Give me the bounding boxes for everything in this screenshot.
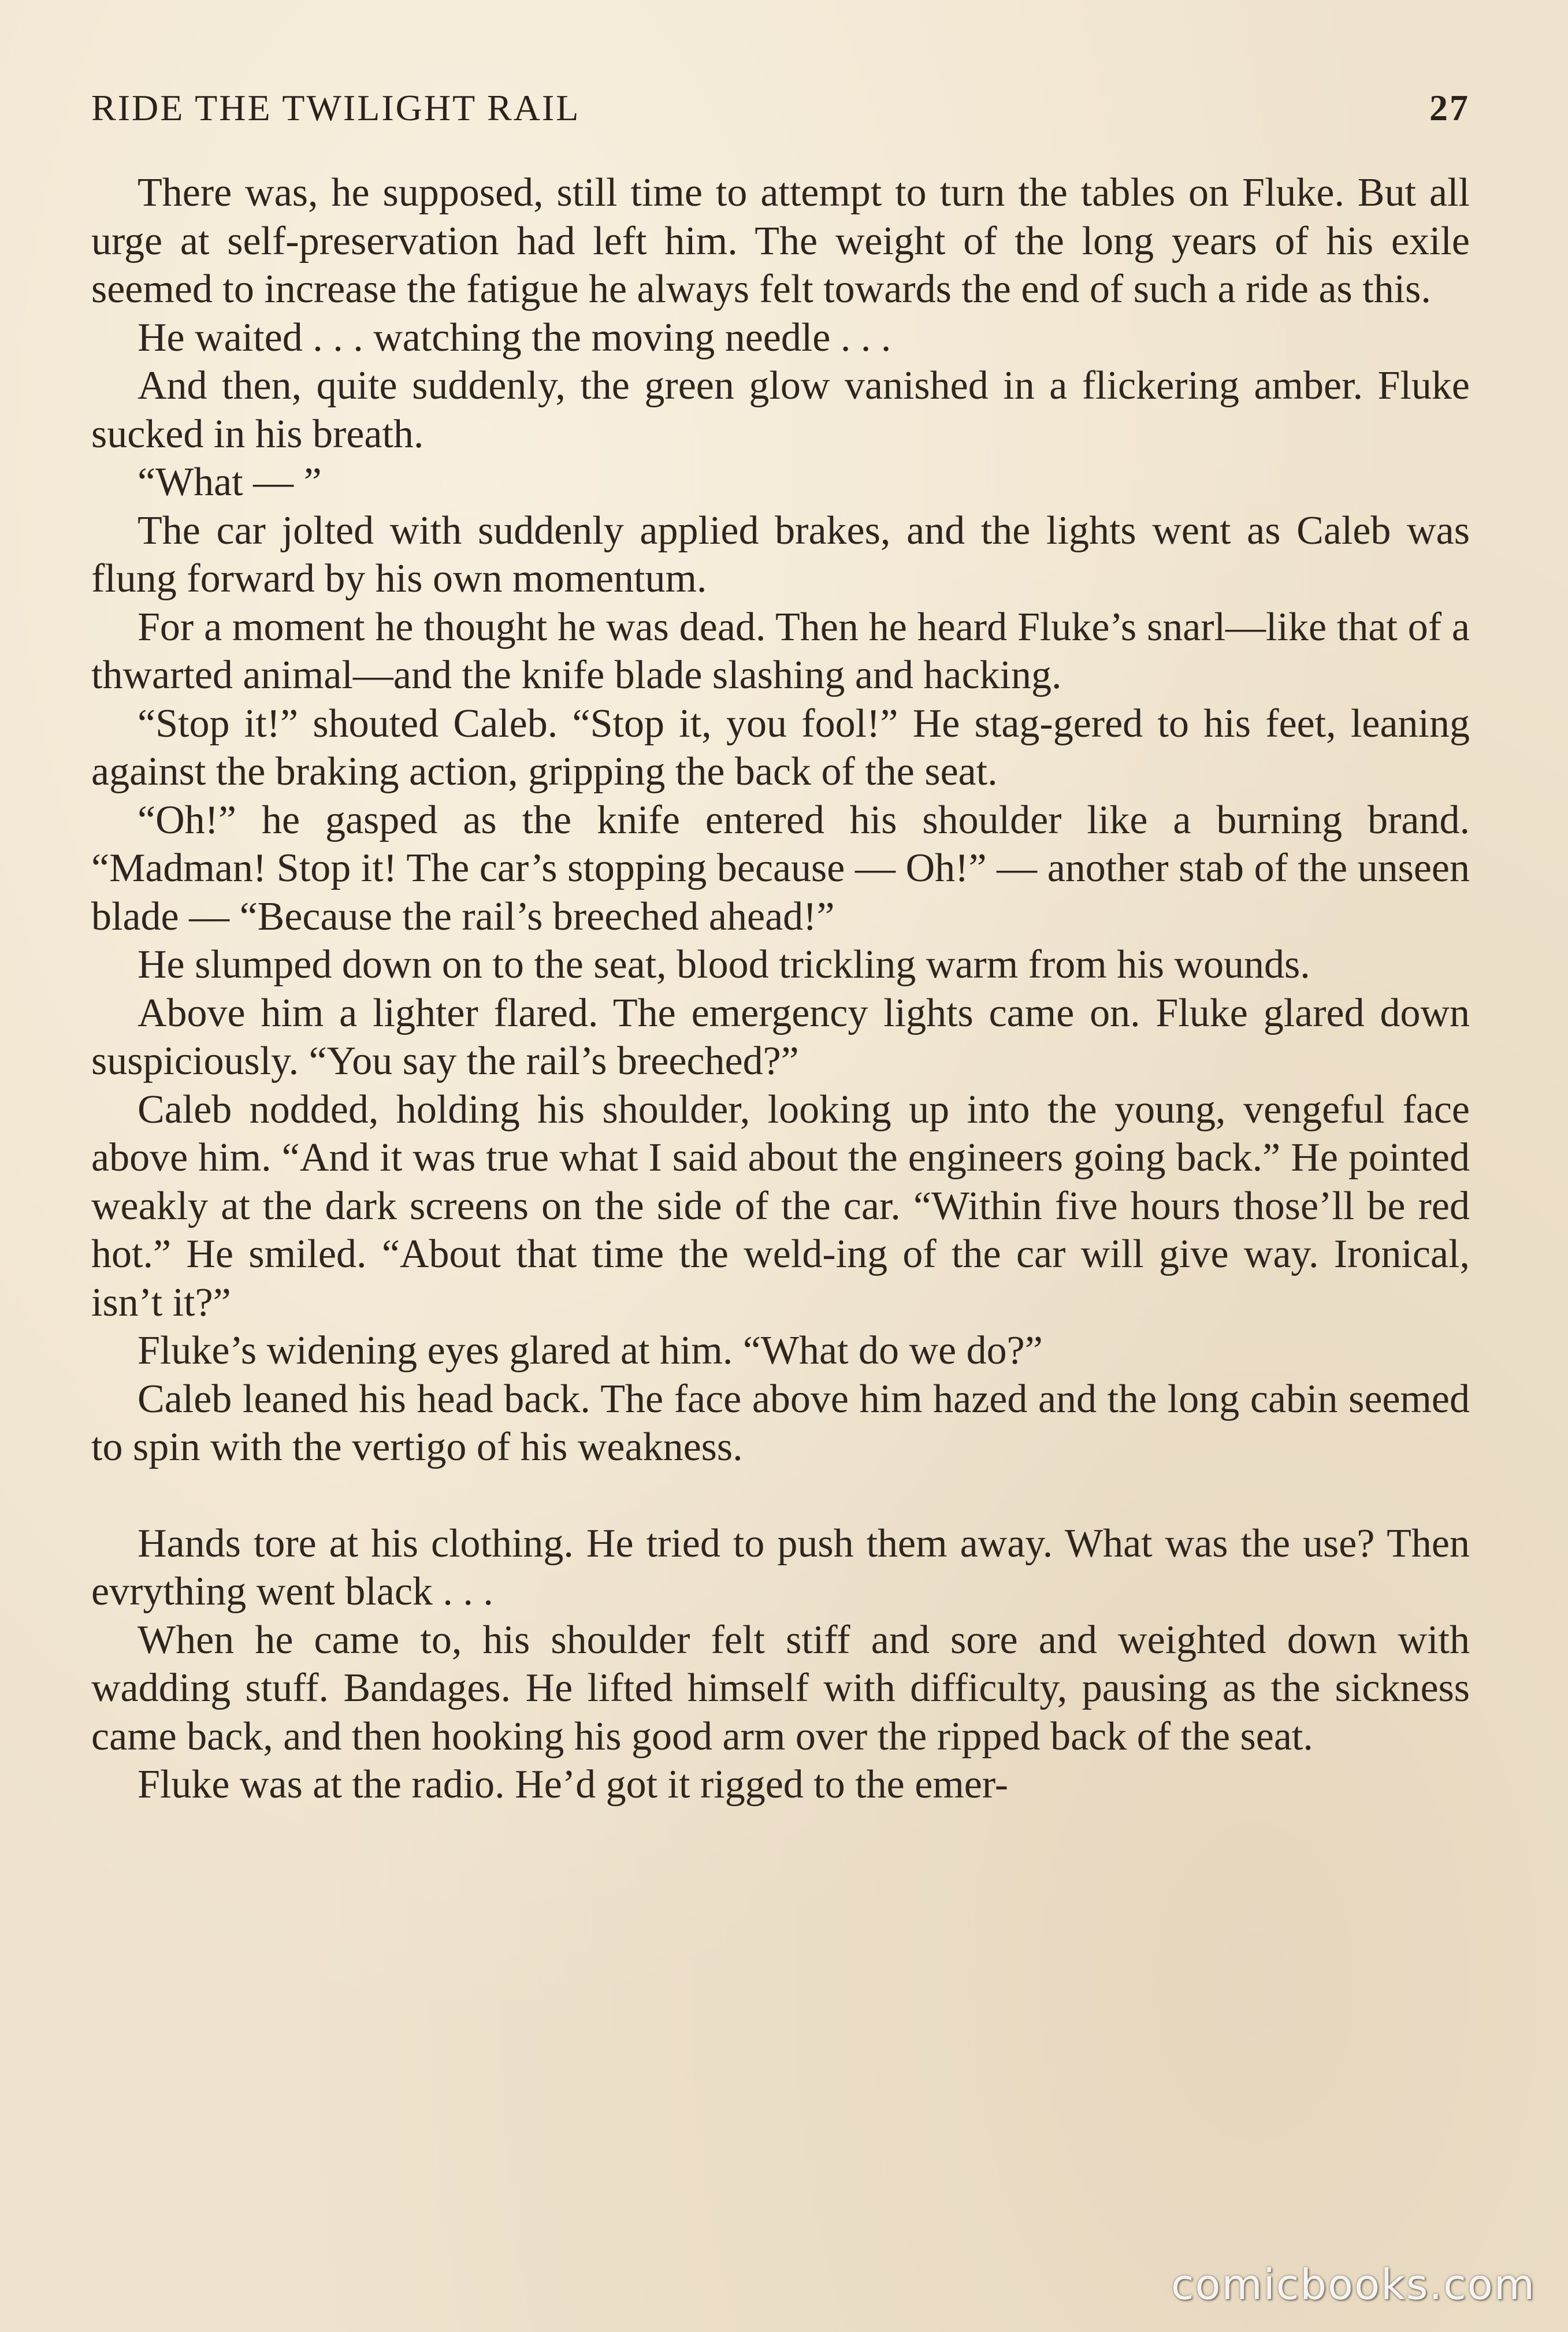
- paragraph: The car jolted with suddenly applied brakes, and the lights went as Caleb was flung forward by his own momentum.: [91, 508, 1470, 601]
- watermark: comicbooks.com: [1171, 2260, 1536, 2309]
- paragraph: Fluke was at the radio. He’d got it rigged to the emer-: [138, 1762, 1009, 1807]
- body-text: [91, 169, 1470, 1809]
- paragraph: And then, quite suddenly, the green glow vanished in a flickering amber. Fluke sucked in his breath.: [91, 363, 1470, 456]
- paragraph: Above him a lighter flared. The emergency lights came on. Fluke glared down suspiciously. “You say the rail’s breeched?”: [91, 990, 1470, 1083]
- paragraph: Caleb leaned his head back. The face above him hazed and the long cabin seemed to spin with the vertigo of his weakness.: [91, 1376, 1470, 1469]
- section-break: [91, 1472, 1470, 1520]
- paragraph: When he came to, his shoulder felt stiff and sore and weighted down with wadding stuff. Bandages. He lifted himself with difficulty, pausing as the sickness came back, and then hooking his good arm over the ripped back of the seat.: [91, 1617, 1470, 1759]
- paragraph: For a moment he thought he was dead. Then he heard Fluke’s snarl—like that of a thwarted animal—and the knife blade slashing and hacking.: [91, 604, 1470, 697]
- paragraph: Hands tore at his clothing. He tried to push them away. What was the use? Then evrything went black . . .: [91, 1521, 1470, 1614]
- paragraph: He slumped down on to the seat, blood trickling warm from his wounds.: [138, 942, 1310, 987]
- paragraph: He waited . . . watching the moving needle . . .: [138, 315, 891, 360]
- running-title: RIDE THE TWILIGHT RAIL: [91, 87, 581, 128]
- paragraph: Caleb nodded, holding his shoulder, looking up into the young, vengeful face above him. “And it was true what I said about the engineers going back.” He pointed weakly at the dark screens on the side of the car. “Within five hours those’ll be red hot.” He smiled. “About that time the weld-ing of the car will give way. Ironical, isn’t it?”: [91, 1087, 1470, 1325]
- paragraph: “Oh!” he gasped as the knife entered his shoulder like a burning brand. “Madman! Stop it! The car’s stopping because — Oh!” — another stab of the unseen blade — “Because the rail’s breeched ahead!”: [91, 797, 1470, 939]
- paragraph: “What — ”: [138, 460, 322, 504]
- paragraph: There was, he supposed, still time to attempt to turn the tables on Fluke. But all urge at self-preservation had left him. The weight of the long years of his exile seemed to increase the fatigue he always felt towards the end of such a ride as this.: [91, 170, 1470, 311]
- paragraph: Fluke’s widening eyes glared at him. “What do we do?”: [138, 1328, 1043, 1373]
- page-number: 27: [1429, 87, 1470, 128]
- paragraph: “Stop it!” shouted Caleb. “Stop it, you fool!” He stag-gered to his feet, leaning against the braking action, gripping the back of the seat.: [91, 701, 1470, 794]
- running-head: [91, 87, 1470, 139]
